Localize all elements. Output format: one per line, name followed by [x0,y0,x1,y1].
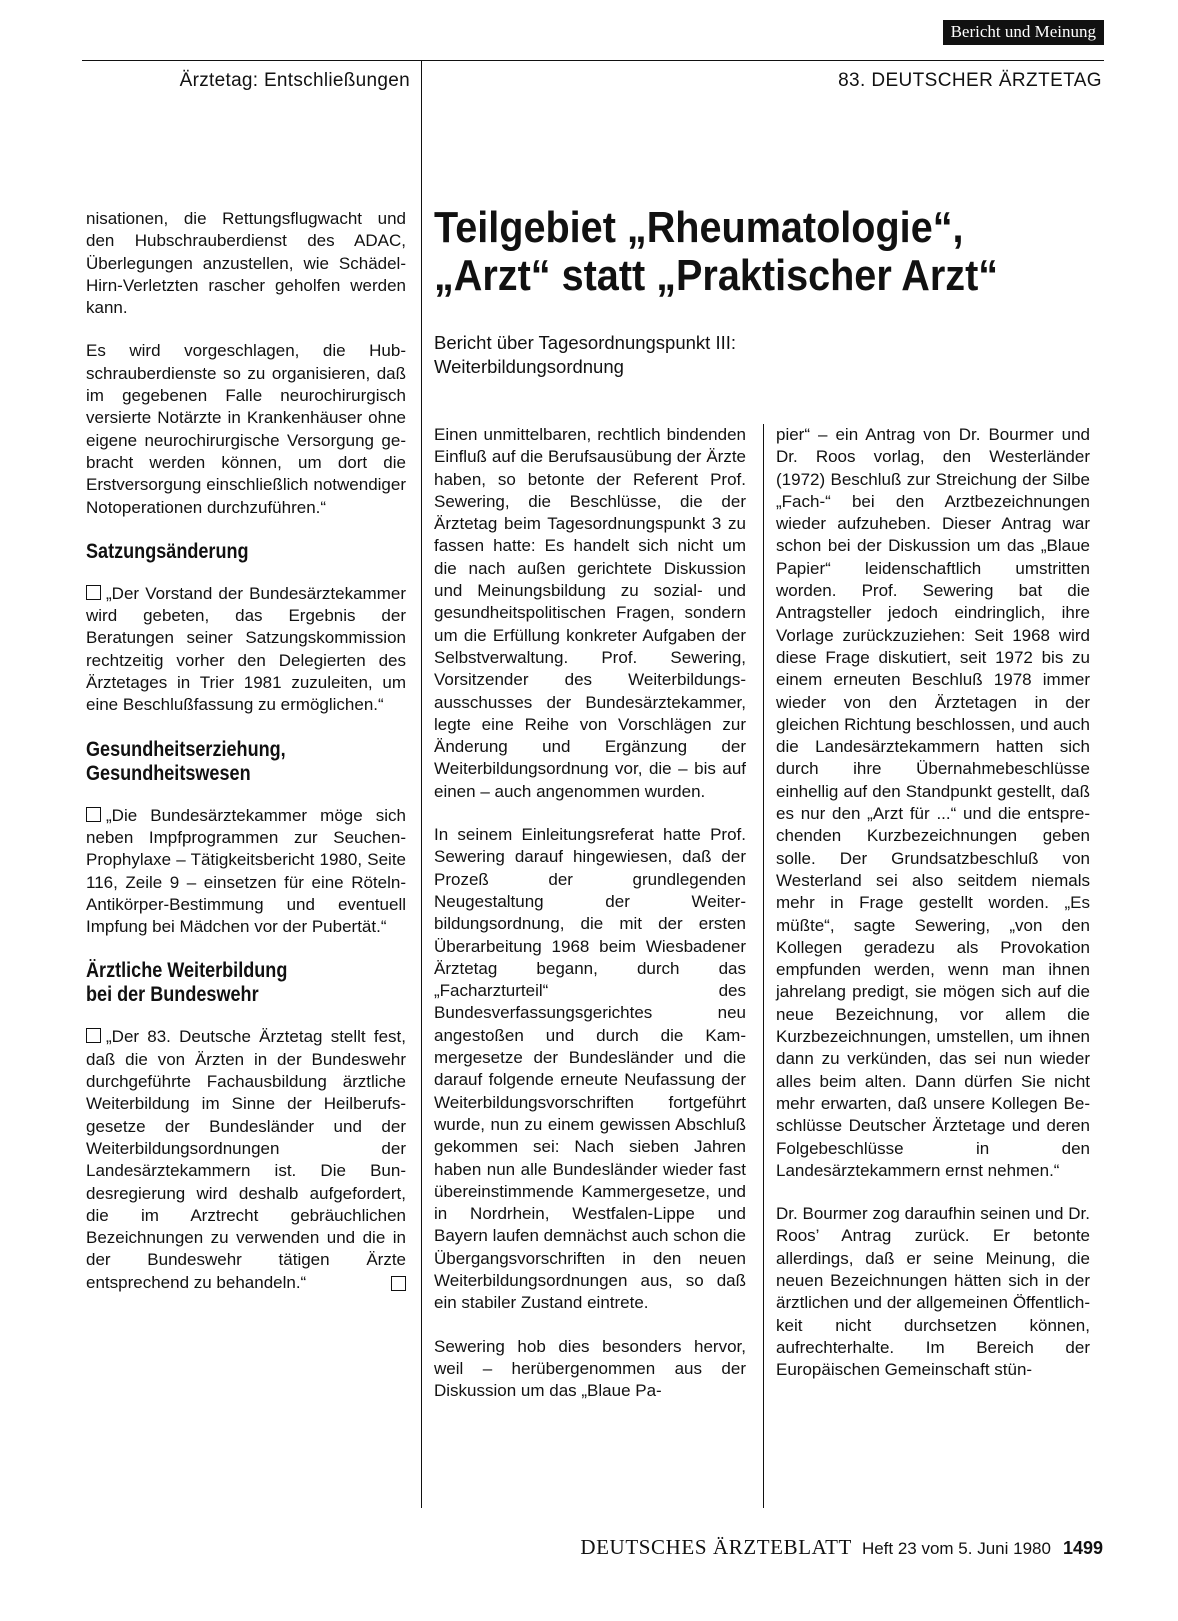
page-footer [580,1535,1103,1560]
section-heading: Gesundheitserziehung, Gesundheitswesen [86,737,286,785]
resolution-paragraph: „Der Vorstand der Bundesärztekammer wird gebeten, das Ergebnis der Beratungen seiner Satzungskommission rechtzeitig vorher den Delegierten des Ärztetages in Trier 1981 zuzuleiten, um eine Beschlußfassung zu ermöglichen.“ [86,583,406,715]
checkbox-icon [86,1028,101,1043]
end-mark-icon [391,1276,406,1291]
checkbox-icon [86,807,101,822]
section-heading: Satzungsänderung [86,539,249,563]
section-tag: Bericht und Meinung [943,20,1104,45]
section-heading: Ärztliche Weiterbildung bei der Bundeswehr [86,959,288,1007]
issue-info: Heft 23 vom 5. Juni 1980 [861,1539,1051,1558]
checkbox-icon [86,585,101,600]
column-divider-right [763,424,764,1508]
right-column [776,424,1090,1402]
paragraph: Sewering hob dies besonders hervor, weil – herübergenommen aus der Diskussion um das „Blaue Pa- [434,1336,746,1401]
resolution-paragraph: „Die Bundesärztekammer möge sich neben Impfprogrammen zur Seuchen-Prophylaxe – Tätigkeitsbericht 1980, Seite 116, Zeile 9 – einsetzen für eine Röteln-Antikörper-Bestimmung und eventuell Impfung bei Mädchen vor der Pubertät.“ [86,805,406,937]
running-head-right: 83. DEUTSCHER ÄRZTETAG [838,70,1102,91]
running-head-left: Ärztetag: Entschließungen [179,70,410,91]
resolution-paragraph: „Der 83. Deutsche Ärztetag stellt fest, daß die von Ärzten in der Bundeswehr durchgeführte Fachausbildung ärztliche Weiterbildung im Sinne der Heilberufsgesetze der Bundesländer und der Weiterbildungsordnungen der Landesärztekammern ist. Die Bundesregierung wird deshalb aufgefordert, die im Arztrecht gebräuchlichen Bezeichnungen zu verwenden und die in der Bundeswehr tätigen Ärzte entsprechend zu behandeln.“ [86,1027,406,1292]
title-line: Teilgebiet „Rheumatologie“, [434,203,964,252]
paragraph: nisationen, die Rettungsflugwacht und den Hubschrauberdienst des ADAC, Überlegungen anzustellen, wie Schädel-Hirn-Verletzten rascher geholfen werden kann. [86,209,406,318]
paragraph: Dr. Bourmer zog daraufhin seinen und Dr. Roos’ Antrag zurück. Er betonte allerdings, daß er seine Meinung, die neuen Bezeichnungen hätten sich in der ärztlichen und der allgemeinen Öffentlichkeit nicht durchsetzen können, aufrechterhalte. Im Bereich der Europäischen Gemeinschaft stün- [776,1204,1090,1380]
header-rule [82,60,1104,61]
paragraph: Einen unmittelbaren, rechtlich bindenden Einfluß auf die Berufsausübung der Ärzte haben, so betonte der Referent Prof. Sewering, die Beschlüsse, die der Ärztetag beim Tagesordnungspunkt 3 zu fassen hatte: Es handelt sich nicht um die nach außen gerichtete Diskussion und Meinungsbildung zu sozial- und gesundheitspolitischen Fragen, sondern um die Erfüllung konkreter Aufgaben der Selbstverwaltung. Prof. Sewering, Vorsitzender des Weiterbildungsausschusses der Bundesärztekammer, legte eine Reihe von Vorschlägen zur Änderung und Ergänzung der Weiterbildungsordnung vor, die – bis auf einen – auch angenommen wurden. [434,425,746,801]
column-divider-left [421,60,422,1508]
title-line: „Arzt“ statt „Praktischer Arzt“ [434,251,999,300]
paragraph: pier“ – ein Antrag von Dr. Bourmer und Dr. Roos vorlag, den Westerländer (1972) Beschluß zur Streichung der Silbe „Fach-“ bei den Arztbezeichnungen wieder aufzuheben. Dieser Antrag war schon bei der Diskussion um das „Blaue Papier“ leidenschaftlich umstritten worden. Prof. Sewering bat die Antragsteller jedoch eindringlich, ihre Vorlage zurückzuziehen: Seit 1968 wird diese Frage diskutiert, seit 1972 bis zu einem erneuten Beschluß 1978 immer wieder von den Ärztetagen in der gleichen Richtung beschlossen, und auch die Landesärztekammern hatten sich durch ihre Übernahmebeschlüsse einhellig auf den Standpunkt gestellt, daß es nur den „Arzt für ...“ und die entsprechenden Kurzbezeichnungen geben solle. Der Grundsatzbeschluß von Westerland sei also seitdem niemals mehr in Frage gestellt worden. „Es müßte“, sagte Sewering, „von den Kollegen geradezu als Provokation empfunden werden, wenn man ihnen jahrelang predigt, sie mögen sich auf die neue Bezeichnung, vor allem die Kurzbezeichnungen, umstellen, um ihnen dann zu verkünden, das sei nun wieder alles beim alten. Dann dürfen Sie nicht mehr erwarten, daß unsere Kollegen Beschlüsse Deutscher Ärztetage und deren Folgebeschlüsse in den Landesärztekammern ernst nehmen.“ [776,425,1090,1180]
middle-column [434,424,746,1423]
article-subtitle: Bericht über Tagesordnungspunkt III: Weiterbildungsordnung [434,332,737,377]
page-number: 1499 [1062,1538,1103,1558]
left-column [86,208,406,1315]
paragraph: Es wird vorgeschlagen, die Hubschrauberdienste so zu organisieren, daß im gegebenen Falle neurochirurgisch versierte Notärzte in Krankenhäuser ohne eigene neurochirurgische Versorgung gebracht werden können, um dort die Erstversorgung einschließlich notwendiger Notoperationen durchzuführen.“ [86,341,406,517]
masthead: DEUTSCHES ÄRZTEBLATT [580,1535,852,1559]
paragraph: In seinem Einleitungsreferat hatte Prof. Sewering darauf hingewiesen, daß der Prozeß der grundlegenden Neugestaltung der Weiterbildungsordnung, die mit der ersten Überarbeitung 1968 beim Wiesbadener Ärztetag begann, durch das „Facharzturteil“ des Bundesverfassungsgerichtes neu angestoßen und durch die Kammergesetze der Bundesländer und die darauf folgende erneute Neufassung der Weiterbildungsvorschriften fortgeführt wurde, nun zu einem gewissen Abschluß gekommen sei: Nach sieben Jahren haben nun alle Bundesländer wieder fast übereinstimmende Kammergesetze, und in Nordrhein, Westfalen-Lippe und Bayern laufen demnächst auch schon die Übergangsvorschriften in den neuen Weiterbildungsordnungen aus, so daß ein stabiler Zustand eintrete. [434,825,746,1313]
article-title [434,204,1028,300]
